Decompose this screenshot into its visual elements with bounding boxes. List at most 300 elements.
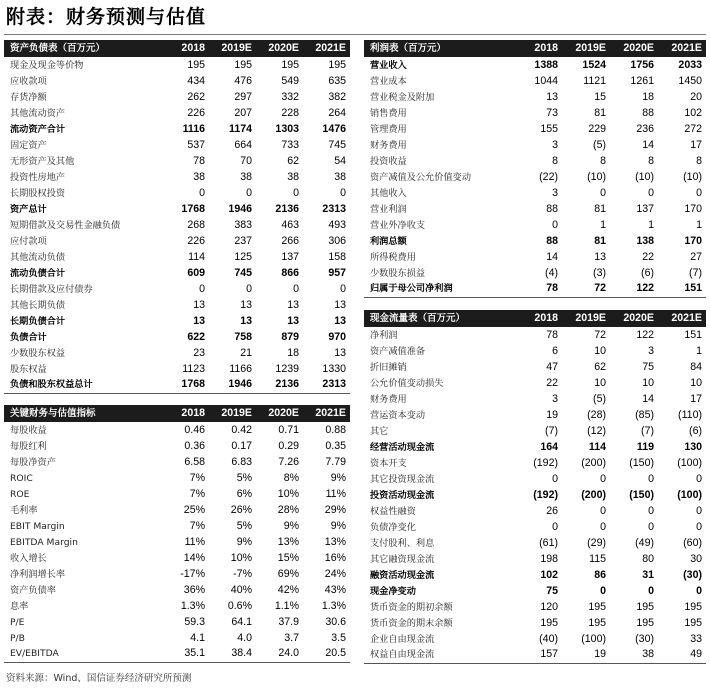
cell-value: 2136 xyxy=(275,202,299,215)
row-label: 融资活动现金流 xyxy=(370,569,435,581)
cell-value: 476 xyxy=(234,74,252,87)
cell-value: (7) xyxy=(641,424,654,437)
table-row xyxy=(364,647,706,663)
cell-value: (110) xyxy=(678,408,702,421)
row-label: 财务费用 xyxy=(370,393,407,405)
cell-value: 80 xyxy=(642,552,654,565)
cell-value: (12) xyxy=(587,424,606,437)
cell-value: 13 xyxy=(334,298,346,311)
cell-value: 195 xyxy=(636,600,654,613)
row-label: 其它 xyxy=(370,425,389,437)
cell-value: 2136 xyxy=(256,377,303,393)
cash-flow-table xyxy=(364,310,706,664)
table-row xyxy=(4,329,350,345)
row-label: 资产减值及公允价值变动 xyxy=(370,171,472,183)
row-label: 投资活动现金流 xyxy=(370,489,435,501)
cell-value: 75 xyxy=(642,360,654,373)
cell-value: 16% xyxy=(324,551,346,564)
table-row xyxy=(4,486,350,502)
cell-value: 20.5 xyxy=(303,646,350,662)
cell-value: 157 xyxy=(514,647,562,663)
table-row xyxy=(4,614,350,630)
cell-value: 1261 xyxy=(630,74,654,87)
cell-value: 119 xyxy=(636,440,654,453)
cell-value: 0.36 xyxy=(184,439,205,452)
cell-value: 1.1% xyxy=(274,599,299,612)
cell-value: (4) xyxy=(545,266,558,279)
row-label: 归属于母公司净利润 xyxy=(364,281,514,297)
cell-value: 26 xyxy=(546,504,558,517)
cell-value: (49) xyxy=(635,536,654,549)
cell-value: 7.26 xyxy=(278,455,299,468)
cell-value: 549 xyxy=(281,74,299,87)
cell-value: 0.46 xyxy=(184,423,205,436)
cell-value: 264 xyxy=(328,106,346,119)
row-label: 货币资金的期初余额 xyxy=(370,601,453,613)
cell-value: 0 xyxy=(293,186,299,199)
cell-value: (192) xyxy=(533,456,558,469)
cell-value: 1 xyxy=(696,218,702,231)
table-row xyxy=(364,599,706,615)
table-row xyxy=(364,233,706,249)
cell-value: 73 xyxy=(546,106,558,119)
year-header: 2020E xyxy=(256,40,303,57)
cell-value: (6) xyxy=(689,424,702,437)
cell-value: 42% xyxy=(277,583,299,596)
cell-value: 1524 xyxy=(582,58,606,71)
cell-value: 7% xyxy=(189,471,205,484)
table-row xyxy=(364,359,706,375)
table-row xyxy=(4,57,350,73)
table-row xyxy=(364,503,706,519)
cell-value: 1768 xyxy=(181,202,205,215)
cell-value: 195 xyxy=(187,58,205,71)
cell-value: 47 xyxy=(546,360,558,373)
table-row xyxy=(4,201,350,217)
cell-value: 9% xyxy=(330,471,346,484)
table-row xyxy=(4,73,350,89)
cell-value: 151 xyxy=(684,328,702,341)
cell-value: 0.88 xyxy=(325,423,346,436)
cell-value: 0.35 xyxy=(325,439,346,452)
cell-value: 7% xyxy=(189,519,205,532)
row-label: 所得税费用 xyxy=(370,251,416,263)
cell-value: 38 xyxy=(287,170,299,183)
cell-value: 30.6 xyxy=(325,615,346,628)
row-label: 管理费用 xyxy=(370,123,407,135)
year-header: 2018 xyxy=(514,40,562,57)
cell-value: 75 xyxy=(546,584,558,597)
cell-value: 1768 xyxy=(162,377,209,393)
cell-value: 151 xyxy=(658,281,706,297)
row-label: 净利润 xyxy=(370,329,398,341)
row-label: 资产负债率 xyxy=(10,584,56,596)
cell-value: 49 xyxy=(658,647,706,663)
cell-value: 23 xyxy=(193,346,205,359)
cell-value: 0 xyxy=(199,186,205,199)
cell-value: 8 xyxy=(696,154,702,167)
cell-value: 6.83 xyxy=(231,455,252,468)
cell-value: 14 xyxy=(546,250,558,263)
cell-value: 8 xyxy=(600,154,606,167)
cell-value: 207 xyxy=(234,106,252,119)
cell-value: 1116 xyxy=(182,122,205,135)
cell-value: 0 xyxy=(696,472,702,485)
row-label: 资产总计 xyxy=(10,203,47,215)
cell-value: 0 xyxy=(696,504,702,517)
year-header: 2019E xyxy=(562,40,610,57)
cell-value: 5% xyxy=(236,471,252,484)
cell-value: 81 xyxy=(594,234,606,247)
cell-value: 38 xyxy=(610,647,658,663)
table-row xyxy=(364,391,706,407)
row-label: 长期借款及应付债券 xyxy=(10,283,93,295)
cell-value: 0 xyxy=(246,282,252,295)
cell-value: 59.3 xyxy=(184,615,205,628)
cell-value: 0 xyxy=(696,520,702,533)
year-header: 2020E xyxy=(256,405,303,422)
year-header: 2021E xyxy=(303,40,350,57)
row-label: 负债和股东权益总计 xyxy=(4,377,162,393)
table-row xyxy=(4,550,350,566)
cell-value: 38.4 xyxy=(209,646,256,662)
cell-value: 879 xyxy=(281,330,299,343)
cell-value: 226 xyxy=(187,106,205,119)
cell-value: 198 xyxy=(540,552,558,565)
cell-value: 434 xyxy=(187,74,205,87)
cell-value: (61) xyxy=(539,536,558,549)
page-title: 附表：财务预测与估值 xyxy=(6,6,207,28)
cell-value: 493 xyxy=(328,218,346,231)
row-label: 应付款项 xyxy=(10,235,47,247)
row-label: 应收款项 xyxy=(10,75,47,87)
cell-value: 537 xyxy=(187,138,205,151)
cell-value: 306 xyxy=(328,234,346,247)
cell-value: 36% xyxy=(183,583,205,596)
cell-value: 635 xyxy=(328,74,346,87)
cell-value: 3 xyxy=(552,186,558,199)
cell-value: 54 xyxy=(334,154,346,167)
title-divider xyxy=(4,34,706,35)
cell-value: 13 xyxy=(334,346,346,359)
row-label: 公允价值变动损失 xyxy=(370,377,444,389)
cell-value: 18 xyxy=(642,90,654,103)
table-row xyxy=(364,89,706,105)
table-row xyxy=(4,265,350,281)
cell-value: 2033 xyxy=(678,58,702,71)
cell-value: 62 xyxy=(287,154,299,167)
row-label: EBITDA Margin xyxy=(10,536,78,548)
table-row xyxy=(4,361,350,377)
cell-value: 0 xyxy=(600,472,606,485)
cell-value: 10% xyxy=(230,551,252,564)
cell-value: 272 xyxy=(684,122,702,135)
year-header: 2021E xyxy=(658,40,706,57)
cell-value: 622 xyxy=(187,330,205,343)
year-header: 2018 xyxy=(514,310,562,327)
cell-value: 70 xyxy=(240,154,252,167)
row-label: 其他长期负债 xyxy=(10,299,66,311)
cell-value: 10 xyxy=(642,376,654,389)
row-label: 货币资金的期末余额 xyxy=(370,617,453,629)
cell-value: 43% xyxy=(324,583,346,596)
cell-value: 0 xyxy=(600,520,606,533)
cell-value: 1388 xyxy=(534,58,558,71)
table-row xyxy=(364,343,706,359)
cell-value: 130 xyxy=(684,440,702,453)
cell-value: 18 xyxy=(287,346,299,359)
cell-value: 195 xyxy=(684,616,702,629)
cell-value: 122 xyxy=(610,281,658,297)
cell-value: 268 xyxy=(187,218,205,231)
table-row xyxy=(364,471,706,487)
cell-value: 125 xyxy=(234,250,252,263)
cell-value: 24% xyxy=(324,567,346,580)
row-label: 毛利率 xyxy=(10,504,38,516)
cell-value: 6 xyxy=(552,344,558,357)
row-label: 支付股利、利息 xyxy=(370,537,435,549)
cell-value: 1330 xyxy=(322,362,346,375)
cell-value: 1239 xyxy=(275,362,299,375)
table-row xyxy=(4,566,350,582)
cell-value: 27 xyxy=(690,250,702,263)
cell-value: 37.9 xyxy=(278,615,299,628)
cell-value: (100) xyxy=(677,456,702,469)
row-label: 流动资产合计 xyxy=(10,123,66,135)
cell-value: 114 xyxy=(588,440,606,453)
cell-value: 7.79 xyxy=(325,455,346,468)
cell-value: 164 xyxy=(540,440,558,453)
cell-value: 15 xyxy=(594,90,606,103)
cell-value: 5% xyxy=(236,519,252,532)
cell-value: 6% xyxy=(236,487,252,500)
cell-value: 2313 xyxy=(322,202,346,215)
cell-value: 4.1 xyxy=(190,631,205,644)
table-row xyxy=(364,121,706,137)
cell-value: 195 xyxy=(684,600,702,613)
table-row xyxy=(4,454,350,470)
cell-value: 21 xyxy=(240,346,252,359)
cell-value: 86 xyxy=(594,568,606,581)
row-label: 其它投资现金流 xyxy=(370,473,435,485)
cell-value: 664 xyxy=(234,138,252,151)
cell-value: 0 xyxy=(600,584,606,597)
cell-value: 81 xyxy=(594,202,606,215)
cell-value: 866 xyxy=(281,266,299,279)
row-label: 其它融资现金流 xyxy=(370,553,435,565)
cell-value: 733 xyxy=(281,138,299,151)
row-label: ROIC xyxy=(10,472,33,484)
table-row xyxy=(4,598,350,614)
table-row xyxy=(364,57,706,73)
cell-value: 297 xyxy=(234,90,252,103)
table-row xyxy=(4,297,350,313)
cell-value: (10) xyxy=(683,170,702,183)
cell-value: 745 xyxy=(328,138,346,151)
table-row xyxy=(4,121,350,137)
cell-value: 13 xyxy=(193,314,205,327)
cell-value: 38 xyxy=(193,170,205,183)
table-title: 资产负债表（百万元） xyxy=(4,40,162,57)
cell-value: 3.7 xyxy=(284,631,299,644)
cell-value: 72 xyxy=(562,281,610,297)
cell-value: 9% xyxy=(236,535,252,548)
row-label: 折旧摊销 xyxy=(370,361,407,373)
cell-value: 0.71 xyxy=(278,423,299,436)
cell-value: (5) xyxy=(593,138,606,151)
cell-value: 13 xyxy=(287,314,299,327)
table-row xyxy=(364,249,706,265)
cell-value: 957 xyxy=(328,266,346,279)
cell-value: 0.6% xyxy=(227,599,252,612)
row-label: EBIT Margin xyxy=(10,520,65,532)
cell-value: 970 xyxy=(328,330,346,343)
row-label: 营业利润 xyxy=(370,203,407,215)
cell-value: 0 xyxy=(648,504,654,517)
table-title: 关键财务与估值指标 xyxy=(4,405,162,422)
cell-value: 195 xyxy=(636,616,654,629)
cell-value: 69% xyxy=(277,567,299,580)
cell-value: 138 xyxy=(636,234,654,247)
cell-value: 158 xyxy=(328,250,346,263)
cell-value: 120 xyxy=(540,600,558,613)
table-row xyxy=(364,487,706,503)
table-row xyxy=(4,438,350,454)
table-row xyxy=(364,201,706,217)
table-header-row xyxy=(4,40,350,57)
cell-value: 13 xyxy=(546,90,558,103)
table-row xyxy=(364,105,706,121)
row-label: 负债净变化 xyxy=(370,521,416,533)
cell-value: 170 xyxy=(684,202,702,215)
cell-value: 88 xyxy=(642,106,654,119)
cell-value: 0 xyxy=(648,520,654,533)
table-row xyxy=(4,153,350,169)
table-row xyxy=(4,233,350,249)
source-note: 资料来源：Wind、国信证券经济研究所预测 xyxy=(6,673,192,684)
table-row xyxy=(364,615,706,631)
cell-value: 0 xyxy=(293,282,299,295)
cell-value: 0 xyxy=(246,186,252,199)
cell-value: 6.58 xyxy=(184,455,205,468)
cell-value: 38 xyxy=(240,170,252,183)
cell-value: 38 xyxy=(334,170,346,183)
row-label: 净利润增长率 xyxy=(10,568,66,580)
year-header: 2020E xyxy=(610,310,658,327)
cell-value: 78 xyxy=(514,281,562,297)
cell-value: 758 xyxy=(234,330,252,343)
row-label: 负债合计 xyxy=(10,331,47,343)
cell-value: 137 xyxy=(281,250,299,263)
table-title: 现金流量表（百万元） xyxy=(364,310,514,327)
cell-value: 30 xyxy=(690,552,702,565)
cell-value: -7% xyxy=(233,567,252,580)
cell-value: 11% xyxy=(184,535,205,548)
cell-value: 88 xyxy=(546,234,558,247)
cell-value: 13 xyxy=(240,314,252,327)
cell-value: 0 xyxy=(648,584,654,597)
cell-value: 64.1 xyxy=(231,615,252,628)
cell-value: 31 xyxy=(642,568,654,581)
cell-value: (100) xyxy=(677,488,702,501)
cell-value: 195 xyxy=(234,58,252,71)
year-header: 2020E xyxy=(610,40,658,57)
cell-value: (30) xyxy=(683,568,702,581)
row-label: 每股红利 xyxy=(10,440,47,452)
year-header: 2019E xyxy=(562,310,610,327)
cell-value: 14 xyxy=(642,392,654,405)
table-row xyxy=(364,327,706,343)
year-header: 2019E xyxy=(209,40,256,57)
cell-value: 11% xyxy=(325,487,346,500)
table-row xyxy=(4,169,350,185)
cell-value: 115 xyxy=(589,552,606,565)
cell-value: 17 xyxy=(690,392,702,405)
cell-value: 72 xyxy=(594,328,606,341)
cell-value: 0 xyxy=(648,186,654,199)
cell-value: 13 xyxy=(594,250,606,263)
cell-value: 1 xyxy=(648,218,654,231)
cell-value: 7% xyxy=(189,487,205,500)
cell-value: 1123 xyxy=(182,362,205,375)
row-label: 现金净变动 xyxy=(370,585,416,597)
cell-value: 137 xyxy=(636,202,654,215)
cell-value: 84 xyxy=(690,360,702,373)
table-row xyxy=(364,567,706,583)
cell-value: 1.3% xyxy=(321,599,346,612)
cell-value: 102 xyxy=(540,568,558,581)
cell-value: 2313 xyxy=(303,377,350,393)
cell-value: 81 xyxy=(594,106,606,119)
cell-value: 195 xyxy=(281,58,299,71)
row-label: 息率 xyxy=(10,600,29,612)
table-row xyxy=(4,185,350,201)
table-row xyxy=(364,137,706,153)
cell-value: 0 xyxy=(199,282,205,295)
row-label: 营业收入 xyxy=(370,59,407,71)
cell-value: 88 xyxy=(546,202,558,215)
cell-value: 13 xyxy=(240,298,252,311)
cell-value: 14% xyxy=(183,551,205,564)
table-row xyxy=(4,281,350,297)
cell-value: 13 xyxy=(287,298,299,311)
row-label: 其他收入 xyxy=(370,187,407,199)
cell-value: 226 xyxy=(187,234,205,247)
table-row xyxy=(4,249,350,265)
cell-value: -17% xyxy=(180,567,205,580)
row-label: 现金及现金等价物 xyxy=(10,59,84,71)
cell-value: 19 xyxy=(562,647,610,663)
balance-sheet-table xyxy=(4,40,350,394)
cell-value: (40) xyxy=(539,632,558,645)
table-row xyxy=(364,455,706,471)
table-row xyxy=(4,422,350,438)
cell-value: 10 xyxy=(690,376,702,389)
cell-value: 609 xyxy=(187,266,205,279)
cell-value: 3 xyxy=(648,344,654,357)
table-title: 利润表（百万元） xyxy=(364,40,514,57)
cell-value: 262 xyxy=(187,90,205,103)
cell-value: (3) xyxy=(593,266,606,279)
row-label: 企业自由现金流 xyxy=(370,633,435,645)
cell-value: 0 xyxy=(552,472,558,485)
cell-value: (5) xyxy=(593,392,606,405)
cell-value: (28) xyxy=(587,408,606,421)
row-label: 利润总额 xyxy=(370,235,407,247)
row-label: 其他流动负债 xyxy=(10,251,66,263)
key-indicators-table xyxy=(4,405,350,663)
cell-value: 19 xyxy=(546,408,558,421)
